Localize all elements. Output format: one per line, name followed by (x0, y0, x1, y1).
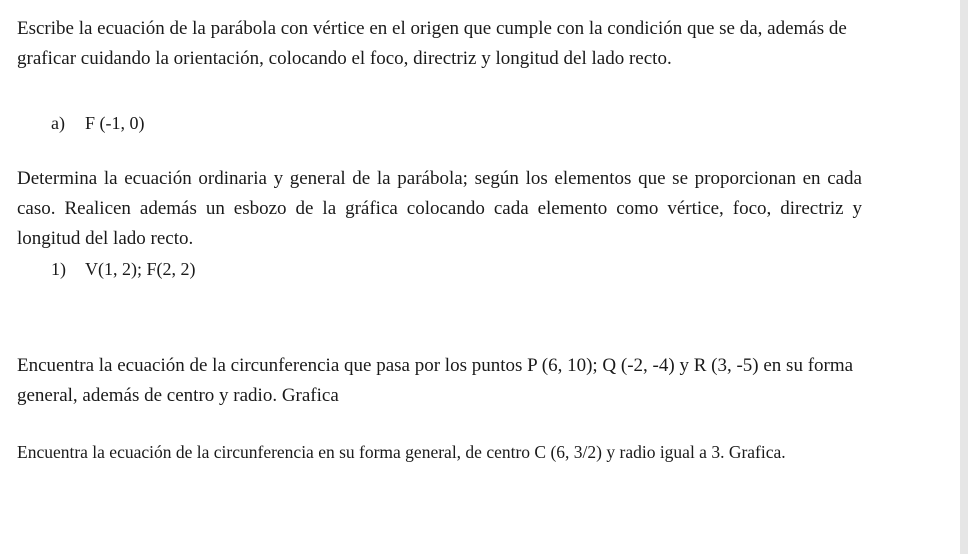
parabola-vertex-origin-instructions: Escribe la ecuación de la parábola con vértice en el origen que cumple con la condición que se da, además de graficar cuidando la orientación, colocando el foco, directriz y longitud del lado recto. (17, 18, 847, 69)
exercise-item-1 (51, 256, 196, 282)
parabola-general-equation-instructions: Determina la ecuación ordinaria y general de la parábola; según los elementos que se proporcionan en cada caso. Realicen además un esbozo de la gráfica colocando cada elemento como vértice, foco, directriz y longitud del lado recto. (17, 168, 862, 249)
item-text: F (-1, 0) (85, 113, 145, 133)
circle-three-points-instructions: Encuentra la ecuación de la circunferencia que pasa por los puntos P (6, 10); Q (-2, -4) y R (3, -5) en su forma general, además de centro y radio. Grafica (17, 355, 854, 406)
item-marker: 1) (51, 259, 66, 279)
page-edge (960, 0, 968, 554)
circle-center-radius-instructions: Encuentra la ecuación de la circunferencia en su forma general, de centro C (6, 3/2) y radio igual a 3. Grafica. (17, 442, 786, 462)
exercise-item-a (51, 110, 145, 136)
item-text: V(1, 2); F(2, 2) (85, 259, 196, 279)
item-marker: a) (51, 113, 65, 133)
